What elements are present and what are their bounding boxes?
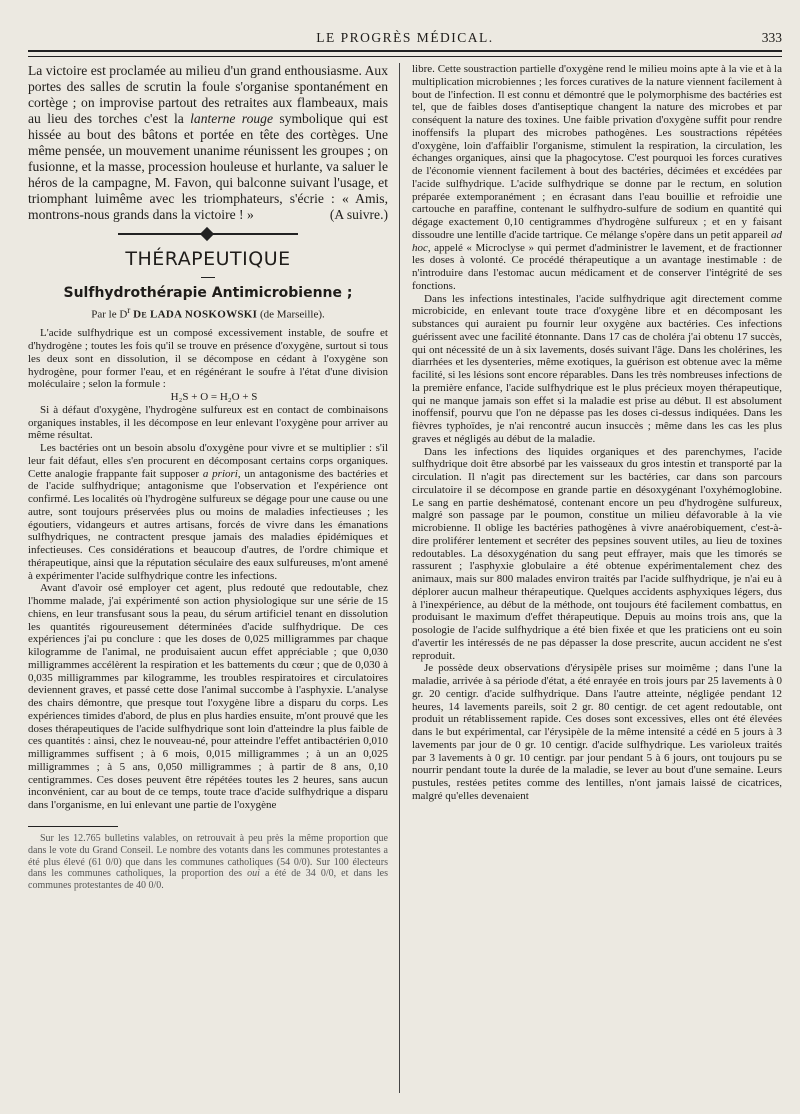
intro-paragraph [28, 63, 388, 223]
byline-sup: r [127, 305, 131, 315]
header-rule [28, 50, 782, 57]
column-divider [399, 63, 400, 1093]
r1-text-1: libre. Cette soustraction partielle d'oxygène rend le milieu moins apte à la vie et à la multiplication microbiennes ; les forces curatives de la nature viennent facilement à bout de l'infection. Il est connu et démontré que le polymorphisme des bactéries est tel, que de faibles doses d'antiseptique changent la nature des microbes et par conséquent la nature des toxines. Une faible privation d'oxygène suffit pour rendre inoffensifs la plupart des microbes pathogènes. Les soustractions répétées d'oxygène, loin d'affaiblir l'organisme, stimulent la respiration, la circulation, les échanges organiques, ainsi que la phagocytose. C'est pourquoi les forces curatives de l'économie viennent facilement à bout des bactéries, décimées et excédées par l'acide sulfhydrique. L'acide sulfhydrique se donne par le rectum, en solution préparée extemporanément ; en écrasant dans l'eau bouillie et refroidie une cartouche en paraffine, contenant le sulfhydro-sulfure de sodium en quantité qui dégage exactement 0,10 centigrammes d'hydrogène sulfureux ; et en y faisant dissoudre une lentille d'acide tartrique. Ce mélange s'opère dans un petit appareil [412, 63, 782, 241]
page-number: 333 [761, 30, 782, 45]
right-column [412, 63, 782, 1093]
p3-text-1: Les bactéries ont un besoin absolu d'oxygène pour vivre et se multiplier : s'il leur fait défaut, elles s'en procurent en décomposant certains corps organiques. Cette analogie frappante fait supposer [28, 442, 388, 480]
title-rule [201, 277, 215, 278]
running-header [28, 30, 782, 48]
chemical-formula: H₂S + O = H₂O + S [170, 391, 258, 404]
article-title: Sulfhydrothérapie Antimicrobienne ; [63, 285, 353, 301]
footnote-rule [28, 826, 118, 827]
a-suivre: (A suivre.) [329, 207, 388, 222]
footnote [28, 833, 388, 892]
footnote-oui: oui [247, 868, 260, 880]
paragraph-2: Si à défaut d'oxygène, l'hydrogène sulfureux est en contact de combinaisons organiques instables, il les décompose en leur enlevant l'oxygène pour arriver au même résultat. [28, 403, 388, 442]
footnote-text-1: Sur les 12.765 bulletins valables, on retrouvait à peu près la même proportion que dans le vote du Grand Conseil. Le nombre des votants dans les communes protestantes a été plus élevé (61 0/0) que dans les communes catholiques (54 0/0). Sur 100 électeurs dans les communes catholiques, la proportion des [28, 832, 388, 880]
intro-text-2: symbolique qui est hissée au bout des bâtons et portée en tête des cortèges. Une même pensée, un mouvement unanime réunissent les groupes ; on fusionne, et la masse, procession houleuse et hurlante, va saluer le héros de la campagne, M. Favon, qui balconne suivant l'usage, et triomphant luimême avec les triomphateurs, s'écrie : « Amis, montrons-nous grands dans la victoire ! » [28, 111, 388, 222]
byline [28, 304, 388, 321]
right-paragraph-1 [412, 63, 782, 293]
r1-text-2: , appelé « Microclyse » qui permet d'administrer le lavement, et de fractionner les doses à volonté. Ce procédé thérapeutique a un avantage inestimable : de n'introduire dans l'estomac aucun médicament et de conserver l'intégrité de ses fonctions. [412, 241, 782, 292]
r1-adhoc: ad hoc [412, 228, 782, 254]
journal-title: LE PROGRÈS MÉDICAL. [316, 30, 494, 45]
section-ornament [28, 227, 388, 241]
left-column [28, 63, 388, 1063]
paragraph-3 [28, 442, 388, 582]
author-name: De LADA NOSKOWSKI [133, 308, 258, 321]
intro-text-1: La victoire est proclamée au milieu d'un grand enthousiasme. Aux portes des salles de scrutin la foule s'organise spontanément en cortège ; on improvise partout des retraites aux flambeaux, mais au lieu des torches c'est la [28, 63, 388, 126]
paragraph-1: L'acide sulfhydrique est un composé excessivement instable, de soufre et d'hydrogène ; toutes les fois qu'il se trouve en présence d'oxygène, surtout si tous les deux sont en dissolution, il se décompose en cédant à l'oxygène son hydrogène, pour former l'eau, et en régénérant le soufre à l'état d'une division moléculaire ; selon la formule : [28, 327, 388, 391]
ornament-diamond [200, 227, 214, 241]
p3-apriori: a priori [202, 467, 238, 480]
byline-suffix: (de Marseille). [257, 308, 325, 321]
right-paragraph-4: Je possède deux observations d'érysipèle prises sur moimême ; dans l'une la maladie, arrivée à sa période d'état, a été enrayée en trois jours par 25 lavements à 0 gr. 20 centigr. d'acide sulfhydrique. Dans l'autre atteinte, négligée pendant 12 heures, 14 lavements pareils, soit 2 gr. 80 centigr. de cet agent redoutable, ont produit un rétablissement rapide. Ces doses sont excessives, elles ont été élevées dans le but expérimental, car l'érysipèle de la même intensité a cédé en 5 jours à 3 lavements par jour de 0 gr. 10 centigr. d'acide sulfhydrique. Les varioleux traités par 3 lavements à 0 gr. 10 centigr. par jour pendant 5 à 6 jours, ont toujours pu se nourrir pendant toute la durée de la maladie, se lever au bout d'une semaine. Leurs pustules, restées petites comme des lentilles, n'ont jamais laissé de cicatrices, malgré qu'elles devenaient [412, 662, 782, 802]
byline-prefix: Par le D [91, 308, 128, 321]
right-paragraph-3: Dans les infections des liquides organiques et des parenchymes, l'acide sulfhydrique doit être absorbé par les vaisseaux du gros intestin et transporté par la circulation. Il n'agit pas directement sur les bactéries, car dans son parcours circulatoire il se décompose en grande partie en désoxygénant l'oxyhémoglobine. Le sang en partie deshématosé, contenant encore un peu d'hydrogène sulfureux, malgré son passage par le poumon, constitue un milieu défavorable à la vie microbienne. Il oblige les bactéries pathogènes à vivre anaérobiquement, c'est-à-dire proliférer lentement et secréter des pepsines souvent utiles, au lieu de toxines redoutables. La désoxygénation du sang peut effrayer, mais que les timorés se rassurent ; l'asphyxie globulaire a été obtenue expérimentalement chez des animaux, mais sur 800 malades environ traités par l'acide sulfhydrique, je n'ai eu à déplorer aucun malheur thérapeutique. Quelques accidents asphyxiques légers, dus à l'inexpérience, au début de la méthode, ont toujours été facilement combattus, en produisant le maximum d'effet thérapeutique. Depuis au moins trois ans, que la posologie de l'acide sulfhydrique a été bien fixée et que les praticiens ont eu soin d'avertir les intéressés de ne pas dépasser la dose prescrite, aucun accident ne s'est reproduit. [412, 445, 782, 662]
right-paragraph-2: Dans les infections intestinales, l'acide sulfhydrique agit directement comme microbicide, en enlevant toute trace d'oxygène libre et en décomposant les substances qui auraient pu fournir leur oxygène aux bactéries. Ces infections guérissent avec une facilité étonnante. Dans 17 cas de choléra j'ai obtenu 17 succès, qui ont nécessité de un à six lavements, dosés suivant l'âge. Dans les cholérines, les diarrhées et les dysenteries, même exotiques, la guérison est obtenue avec la même facilité, si les lésions sont encore réparables. Dans les très nombreuses infections de la première enfance, l'acide sulfhydrique est le plus précieux moyen thérapeutique, qui ne manque jamais son effet si la maladie est prise au début. Il est absolument inoffensif, pourvu que l'on ne dépasse pas les doses ci-dessus indiquées. Dans les fièvres typhoïdes, je n'ai rencontré aucun insuccès ; même dans les cas les plus graves et négligés au début de la maladie. [412, 292, 782, 445]
footnote-text-2: a été de 34 0/0, et dans les communes protestantes de 40 0/0. [28, 868, 388, 892]
intro-lanterne: lanterne rouge [190, 111, 274, 126]
section-title: THÉRAPEUTIQUE [125, 248, 291, 270]
p3-text-2: , un antagonisme des bactéries et de l'acide sulfhydrique; antagonisme que l'observation et l'expérience ont confirmé. Les localités où l'hydrogène sulfureux se dégage pour une cause ou une autre, sont toujours préservées plus ou moins de maladies infectieuses ; les égoutiers, vidangeurs et autres artisans, forcés de vivre dans les émanations sulfhydriques, ne contractent presque jamais des maladies épidémiques et infectieuses. Ces considérations et beaucoup d'autres, de l'ordre chimique et thérapeutique, ainsi que la réputation séculaire des eaux sulfureuses, m'ont amené à expérimenter l'acide sulfhydrique contre les infections. [28, 467, 388, 582]
paragraph-4: Avant d'avoir osé employer cet agent, plus redouté que redoutable, chez l'homme malade, j'ai expérimenté son action physiologique sur une série de 15 chiens, en leur transfusant sous la peau, du sérum artificiel tenant en dissolution les quantités rigoureusement déterminées d'acide sulfhydrique. De ces expériences j'ai pu conclure : que les doses de 0,025 milligrammes par chaque kilogramme de l'animal, ne produisaient aucun effet appréciable ; que 0,030 milligrammes accélèrent la respiration et les battements du cœur ; que de 0,030 à 0,035 milligrammes par kilogramme, les troubles respiratoires et circulatoires deviennent graves, et passé cette dose l'animal succombe à l'asphyxie. L'analyse des chairs démontre, que presque tout l'oxygène libre a disparu du corps. Les expériences timides d'abord, de plus en plus hardies ensuite, m'ont prouvé que les doses thérapeutiques de l'acide sulfhydrique sont loin d'atteindre la plus faible de ces quantités : ainsi, chez le nouveau-né, pour atteindre l'effet antibactérien 0,010 milligrammes suffisent ; à 6 mois, 0,015 milligrammes ; à un an 0,025 milligrammes ; à 5 ans, 0,050 milligrammes ; à partir de 8 ans, 0,10 centigrammes. Ces doses peuvent être répétées toutes les 2 heures, sans aucun inconvénient, car au bout de ce temps, toute trace d'acide sulfhydrique a disparu dans l'organisme, en lui enlevant une partie de l'oxygène [28, 582, 388, 812]
